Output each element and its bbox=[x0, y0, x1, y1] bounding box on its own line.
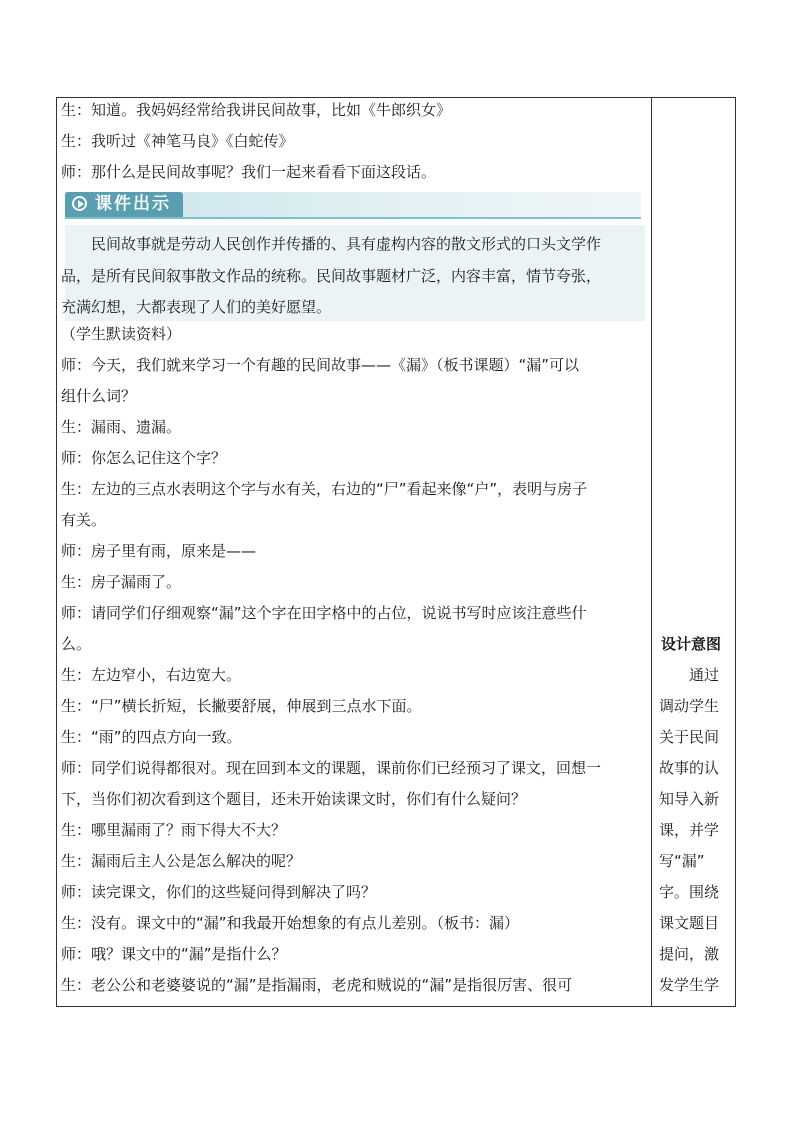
dialogue-line: 生：左边的三点水表明这个字与水有关，右边的“尸”看起来像“户”，表明与房子 bbox=[61, 480, 588, 498]
dialogue-line: 师：请同学们仔细观察“漏”这个字在田字格中的占位，说说书写时应该注意些什 bbox=[61, 604, 587, 622]
dialogue-line: 组什么词？ bbox=[61, 387, 137, 405]
dialogue-line: 生：老公公和老婆婆说的“漏”是指漏雨，老虎和贼说的“漏”是指很厉害、很可 bbox=[61, 976, 573, 994]
design-intent-line: 通过 bbox=[689, 666, 720, 684]
dialogue-line: 下，当你们初次看到这个题目，还未开始读课文时，你们有什么疑问？ bbox=[61, 790, 527, 808]
dialogue-line: 生：知道。我妈妈经常给我讲民间故事，比如《牛郎织女》 bbox=[61, 101, 452, 119]
dialogue-line: 师：同学们说得都很对。现在回到本文的课题，课前你们已经预习了课文，回想一 bbox=[61, 759, 602, 777]
dialogue-line: 师：那什么是民间故事呢？我们一起来看看下面这段话。 bbox=[61, 163, 437, 181]
design-intent-line: 故事的认 bbox=[659, 759, 720, 777]
dialogue-line: 师：读完课文，你们的这些疑问得到解决了吗？ bbox=[61, 883, 377, 901]
design-intent-line: 写“漏” bbox=[659, 852, 705, 870]
dialogue-line: （学生默读资料） bbox=[61, 325, 182, 343]
design-intent-line: 调动学生 bbox=[659, 697, 720, 715]
design-intent-line: 发学生学 bbox=[659, 976, 720, 994]
dialogue-line: 生：房子漏雨了。 bbox=[61, 573, 182, 591]
design-intent-line: 字。围绕 bbox=[659, 883, 720, 901]
quote-line: 品，是所有民间叙事散文作品的统称。民间故事题材广泛，内容丰富，情节夸张， bbox=[61, 267, 602, 285]
design-intent-line: 课，并学 bbox=[659, 821, 720, 839]
dialogue-line: 生：我听过《神笔马良》《白蛇传》 bbox=[61, 132, 294, 150]
dialogue-line: 有关。 bbox=[61, 511, 107, 529]
design-intent-line: 知导入新 bbox=[659, 790, 720, 808]
quote-line: 民间故事就是劳动人民创作并传播的、具有虚构内容的散文形式的口头文学作 bbox=[91, 235, 602, 253]
quote-line: 充满幻想，大都表现了人们的美好愿望。 bbox=[61, 298, 332, 316]
dialogue-line: 生：“尸”横长折短，长撇要舒展，伸展到三点水下面。 bbox=[61, 697, 422, 715]
design-intent-line: 提问，激 bbox=[659, 945, 720, 963]
courseware-label: 课件出示 bbox=[95, 194, 171, 214]
dialogue-line: 生：哪里漏雨了？雨下得大不大？ bbox=[61, 821, 287, 839]
design-intent-line: 关于民间 bbox=[659, 728, 720, 746]
dialogue-line: 么。 bbox=[61, 635, 92, 653]
dialogue-line: 生：漏雨后主人公是怎么解决的呢？ bbox=[61, 852, 302, 870]
dialogue-line: 生：漏雨、遗漏。 bbox=[61, 418, 182, 436]
play-icon bbox=[72, 196, 87, 211]
dialogue-line: 师：你怎么记住这个字？ bbox=[61, 449, 227, 467]
dialogue-line: 生：左边窄小，右边宽大。 bbox=[61, 666, 242, 684]
courseware-tab bbox=[65, 192, 183, 217]
design-intent-line: 课文题目 bbox=[659, 914, 720, 932]
design-intent-title: 设计意图 bbox=[661, 635, 722, 653]
dialogue-line: 师：哦？课文中的“漏”是指什么？ bbox=[61, 945, 287, 963]
courseware-banner bbox=[65, 192, 641, 219]
dialogue-line: 师：房子里有雨，原来是—— bbox=[61, 542, 257, 560]
dialogue-line: 师：今天，我们就来学习一个有趣的民间故事——《漏》（板书课题）“漏”可以 bbox=[61, 356, 580, 374]
dialogue-line: 生：“雨”的四点方向一致。 bbox=[61, 728, 242, 746]
dialogue-line: 生：没有。课文中的“漏”和我最开始想象的有点儿差别。（板书：漏） bbox=[61, 914, 520, 932]
lesson-table bbox=[56, 97, 736, 1007]
column-divider bbox=[651, 98, 652, 1006]
